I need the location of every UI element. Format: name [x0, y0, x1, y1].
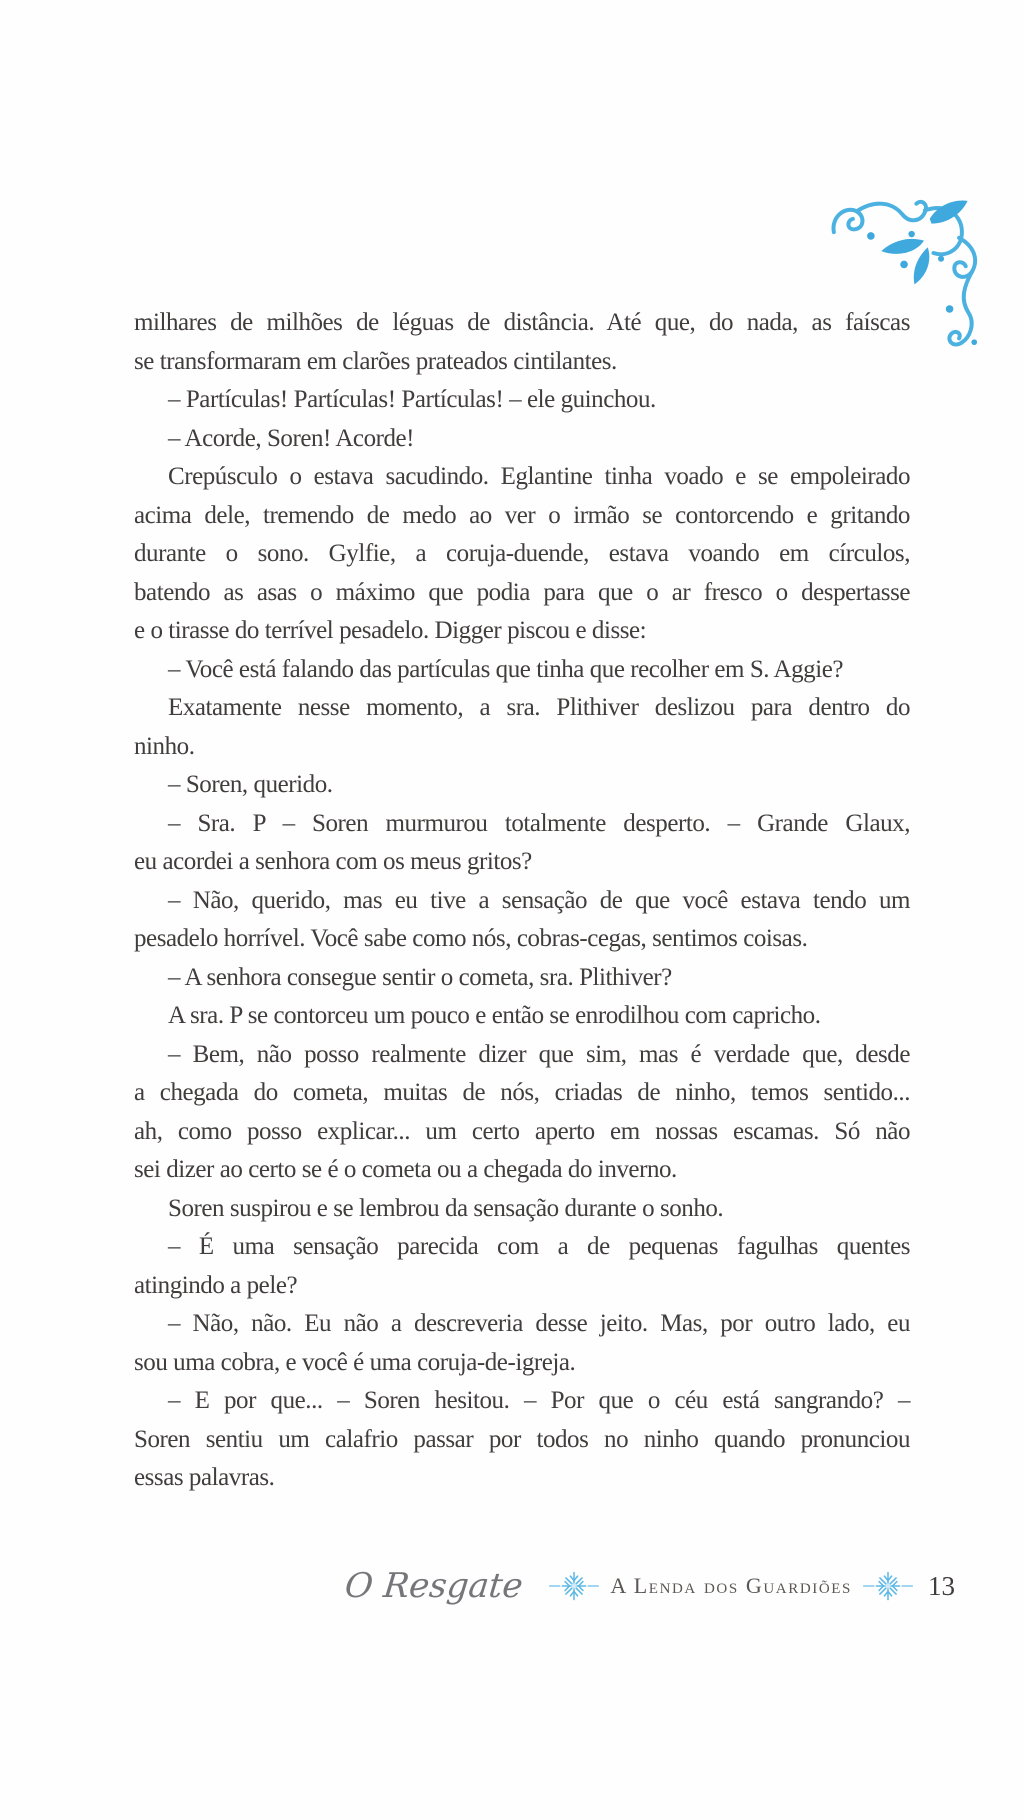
page-footer	[0, 1562, 955, 1610]
paragraph	[134, 805, 910, 882]
text-line: Soren suspirou e se lembrou da sensação durante o sonho.	[168, 1194, 724, 1222]
paragraph	[134, 1305, 910, 1382]
text-line: Crepúsculo o estava sacudindo. Eglantine tinha voado e se empoleirado	[168, 463, 910, 490]
text-line: – Acorde, Soren! Acorde!	[168, 424, 415, 452]
paragraph	[134, 304, 910, 381]
text-line: essas palavras.	[134, 1464, 275, 1491]
text-line: sei dizer ao certo se é o cometa ou a chegada do inverno.	[134, 1156, 677, 1183]
paragraph	[134, 959, 910, 998]
text-line: se transformaram em clarões prateados cintilantes.	[134, 347, 617, 375]
paragraph	[134, 381, 910, 420]
text-line: pesadelo horrível. Você sabe como nós, cobras-cegas, sentimos coisas.	[134, 925, 808, 952]
text-line: e o tirasse do terrível pesadelo. Digger piscou e disse:	[134, 617, 647, 644]
paragraph	[134, 1228, 910, 1305]
text-line: – A senhora consegue sentir o cometa, sra. Plithiver?	[168, 963, 672, 991]
text-line: Exatamente nesse momento, a sra. Plithiver deslizou para dentro do	[168, 694, 910, 721]
snowflake-icon	[548, 1568, 600, 1604]
text-line: – Soren, querido.	[168, 771, 333, 798]
paragraph	[134, 1382, 910, 1498]
text-line: – Não, não. Eu não a descreveria desse jeito. Mas, por outro lado, eu	[168, 1310, 910, 1337]
text-line: sou uma cobra, e você é uma coruja-de-igreja.	[134, 1348, 576, 1376]
text-block	[134, 304, 910, 1498]
text-line: Soren sentiu um calafrio passar por todos no ninho quando pronunciou	[134, 1425, 910, 1453]
text-line: – Não, querido, mas eu tive a sensação de que você estava tendo um	[168, 886, 910, 914]
page-number: 13	[928, 1570, 955, 1601]
text-line: – É uma sensação parecida com a de pequenas fagulhas quentes	[168, 1233, 910, 1260]
text-line: atingindo a pele?	[134, 1271, 298, 1299]
paragraph	[134, 458, 910, 651]
text-line: A sra. P se contorceu um pouco e então se enrodilhou com capricho.	[168, 1002, 821, 1029]
snowflake-icon	[862, 1568, 914, 1604]
text-line: milhares de milhões de léguas de distância. Até que, do nada, as faíscas	[134, 309, 910, 336]
text-line: – Partículas! Partículas! Partículas! – ele guinchou.	[168, 386, 656, 413]
text-line: – Sra. P – Soren murmurou totalmente desperto. – Grande Glaux,	[168, 809, 910, 837]
text-line: – Bem, não posso realmente dizer que sim, mas é verdade que, desde	[168, 1040, 910, 1068]
text-line: acima dele, tremendo de medo ao ver o irmão se contorcendo e gritando	[134, 501, 910, 529]
text-line: batendo as asas o máximo que podia para que o ar fresco o despertasse	[134, 578, 910, 606]
text-line: ninho.	[134, 732, 195, 760]
book-title: O Resgate	[342, 1566, 525, 1606]
text-line: ah, como posso explicar... um certo aperto em nossas escamas. Só não	[134, 1117, 910, 1145]
text-line: – E por que... – Soren hesitou. – Por que o céu está sangrando? –	[168, 1387, 910, 1414]
paragraph	[134, 651, 910, 690]
paragraph	[134, 766, 910, 805]
paragraph	[134, 997, 910, 1036]
text-line: eu acordei a senhora com os meus gritos?	[134, 848, 532, 875]
text-line: a chegada do cometa, muitas de nós, criadas de ninho, temos sentido...	[134, 1079, 910, 1106]
paragraph	[134, 689, 910, 766]
text-line: durante o sono. Gylfie, a coruja-duende, estava voando em círculos,	[134, 540, 910, 567]
series-title: A Lenda dos Guardiões	[610, 1573, 852, 1598]
paragraph	[134, 420, 910, 459]
paragraph	[134, 882, 910, 959]
text-line: – Você está falando das partículas que tinha que recolher em S. Aggie?	[168, 655, 843, 683]
paragraph	[134, 1190, 910, 1229]
paragraph	[134, 1036, 910, 1190]
